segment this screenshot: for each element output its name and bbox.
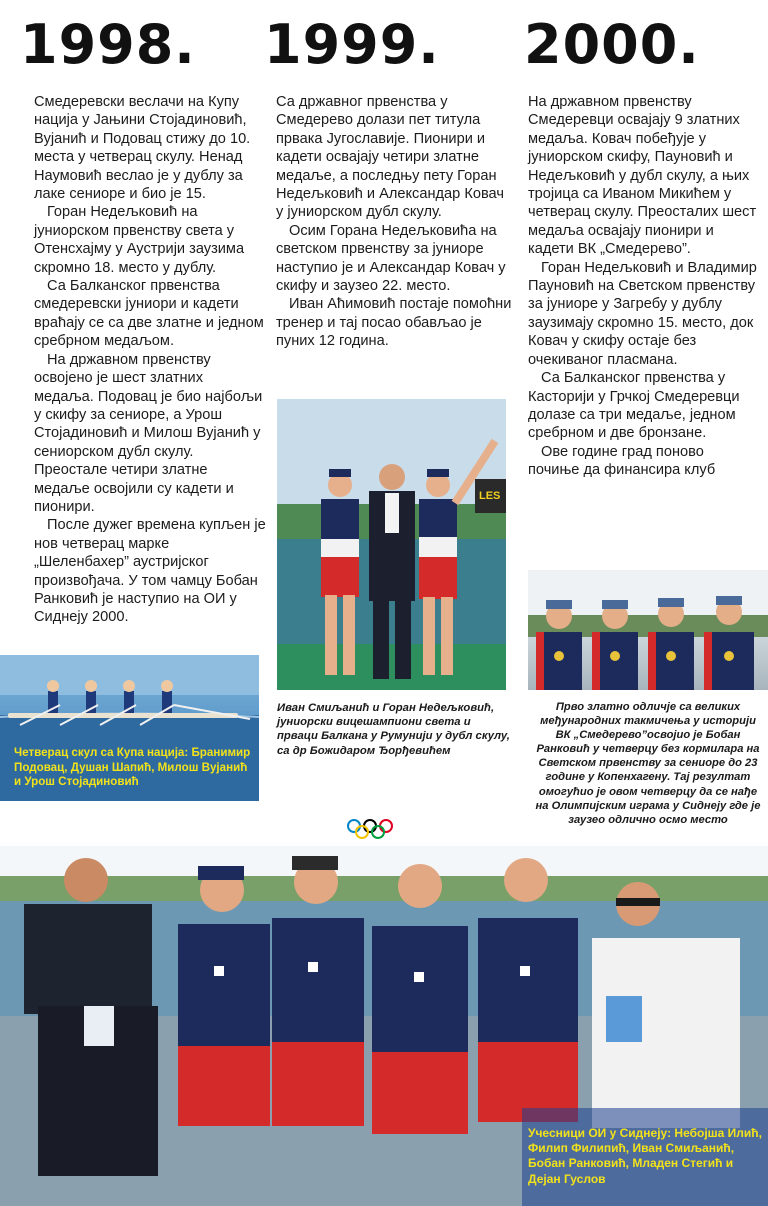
paragraph: После дужег времена купљен је нов четверац марке „Шеленбахер” аустријског произвођача. У том чамцу Бобан Ранковић је наступио на ОИ у Сиднеју 2000. bbox=[34, 517, 266, 626]
paragraph: Горан Недељковић на јуниорском првенству света у Отенсхајму у Аустрији заузима скромно 18. место у дублу. bbox=[34, 204, 245, 276]
paragraph: Са Балканског првенства смедеревски јуниори и кадети враћају се са две златне и једном сребрном медаљом. bbox=[34, 278, 264, 350]
medal-winners-photo bbox=[528, 570, 768, 690]
paragraph: Осим Горана Недељковића на светском првенству за јуниоре наступио је и Александар Ковач у скифу и заузео 22. место. bbox=[276, 222, 506, 295]
paragraph: Смедеревски веслачи на Купу нација у Јањини Стојадиновић, Вујанић и Подовац стижу до 10. места у четверац скулу. Ненад Наумовић веслао је у дублу за лаке сениоре и био је 15. bbox=[34, 94, 251, 203]
paragraph: Ове године град поново почиње да финансира клуб bbox=[528, 443, 716, 479]
column-1999-text bbox=[276, 93, 512, 351]
olympic-rings-icon bbox=[346, 818, 394, 840]
team-photo-caption: Учесници ОИ у Сиднеју: Небојша Илић, Филип Филипић, Иван Смиљанић, Бобан Ранковић, Младен Стегић и Дејан Гуслов bbox=[528, 1126, 762, 1186]
podium-photo bbox=[277, 399, 506, 690]
column-2000-text bbox=[528, 93, 758, 480]
year-heading-2000: 2000. bbox=[524, 13, 700, 76]
paragraph: Горан Недељковић и Владимир Пауновић на Светском првенству за јуниоре у Загребу у дублу заузимају скромно 15. место, док Ковач у скифу остаје без очекиваног пласмана. bbox=[528, 259, 757, 368]
paragraph: Са државног првенства у Смедерево долази пет титула првака Југославије. Пионири и кадети освајају четири златне медаље, а последњу пету Горан Недељковић и Александар Ковач у јуниорском дубл скулу. bbox=[276, 94, 504, 221]
podium-illustration bbox=[277, 399, 506, 690]
year-heading-1999: 1999. bbox=[264, 13, 440, 76]
year-heading-1998: 1998. bbox=[20, 13, 196, 76]
podium-photo-caption: Иван Смиљанић и Горан Недељковић, јуниорски вицешампиони света и прваци Балкана у Румунији у дубл скулу, са др Божидаром Ђорђевићем bbox=[277, 702, 510, 757]
paragraph: Иван Аћимовић постаје помоћни тренер и тај посао обављао је пуних 12 година. bbox=[276, 296, 512, 350]
medal-winners-illustration bbox=[528, 570, 768, 690]
podium-banner-text: LES bbox=[479, 490, 501, 502]
paragraph: На државном првенству освојено је шест златних медаља. Подовац је био најбољи у скифу за сениоре, а Урош Стојадиновић и Милош Вујанић у сениорском дубл скулу. Преостале четири златне медаље освојили су кадети и пионири. bbox=[34, 351, 263, 515]
medal-photo-caption: Прво златно одличје са великих међународних такмичења у историји ВК „Смедерево”освојио је Бобан Ранковић у четверцу без кормилара на Светском првенству за сениоре до 23 године у Копенхагену. Тај резултат омогућио је овом четверцу да се нађе на Олимпијским играма у Сиднеју где је заузео одлично осмо место bbox=[535, 701, 761, 826]
paragraph: Са Балканског првенства у Касторији у Грчкој Смедеревци долазе са три медаље, једном сребрном и две бронзане. bbox=[528, 370, 740, 442]
column-1998-text bbox=[34, 93, 266, 627]
paragraph: На државном првенству Смедеревци освајају 9 златних медаља. Ковач побеђује у јуниорском скифу, Пауновић и Недељковић у дубл скулу, а њих тројица са Иваном Микићем у четверац скулу. Преосталих шест медаља освајају пионири и кадети ВК „Смедерево”. bbox=[528, 94, 757, 258]
boat-photo-caption: Четверац скул са Купа нација: Бранимир Подовац, Душан Шапић, Милош Вујанић и Урош Стојадиновић bbox=[14, 746, 251, 789]
